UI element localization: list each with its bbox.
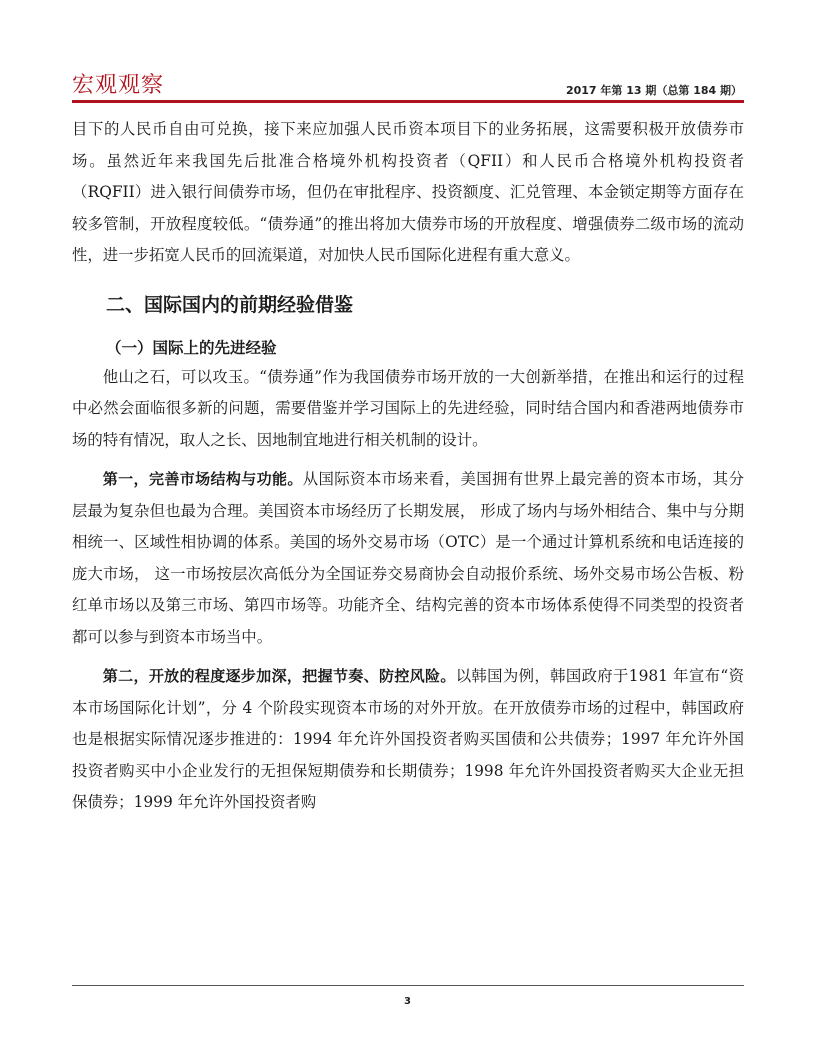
first-point-text: 从国际资本市场来看，美国拥有世界上最完善的资本市场，其分层最为复杂但也最为合理。美国资本市场经历了长期发展， 形成了场内与场外相结合、集中与分期相统一、区域性相协调的体系。美国的场外交易市场（OTC）是一个通过计算机系统和电话连接的庞大市场， 这一市场按层次高低分为全国证券交易商协会自动报价系统、场外交易市场公告板、粉红单市场以及第三市场、第四市场等。功能齐全、结构完善的资本市场体系使得不同类型的投资者都可以参与到资本市场当中。 (72, 470, 744, 646)
paragraph-first-point (72, 464, 744, 653)
second-point-text: 以韩国为例，韩国政府于1981 年宣布“资本市场国际化计划”，分 4 个阶段实现资本市场的对外开放。在开放债券市场的过程中，韩国政府也是根据实际情况逐步推进的：1994 年允许外国投资者购买国债和公共债券；1997 年允许外国投资者购买中小企业发行的无担保短期债券和长期债券；1998 年允许外国投资者购买大企业无担保债券；1999 年允许外国投资者购 (72, 667, 744, 811)
paragraph-intro: 他山之石，可以攻玉。“债券通”作为我国债券市场开放的一大创新举措，在推出和运行的过程中必然会面临很多新的问题，需要借鉴并学习国际上的先进经验，同时结合国内和香港两地债券市场的特有情况，取人之长、因地制宜地进行相关机制的设计。 (72, 367, 744, 449)
page-number: 3 (404, 996, 411, 1007)
section-heading: 二、国际国内的前期经验借鉴 (106, 293, 354, 316)
paragraph-continuation: 目下的人民币自由可兑换，接下来应加强人民币资本项目下的业务拓展，这需要积极开放债券市场。虽然近年来我国先后批准合格境外机构投资者（QFII）和人民币合格境外机构投资者（RQFII）进入银行间债券市场，但仍在审批程序、投资额度、汇兑管理、本金锁定期等方面存在较多管制，开放程度较低。“债券通”的推出将加大债券市场的开放程度、增强债券二级市场的流动性，进一步拓宽人民币的回流渠道，对加快人民币国际化进程有重大意义。 (72, 120, 744, 264)
article-body (72, 114, 744, 819)
page-header (72, 66, 744, 102)
footer-divider (72, 985, 744, 986)
second-point-lead: 第二，开放的程度逐步加深，把握节奏、防控风险。 (102, 667, 456, 685)
issue-info: 2017 年第 13 期（总第 184 期） (565, 84, 742, 97)
first-point-lead: 第一，完善市场结构与功能。 (102, 470, 303, 488)
paragraph-second-point (72, 661, 744, 819)
publication-title: 宏观观察 (72, 73, 165, 98)
header-divider (72, 100, 744, 103)
subsection-heading: （一）国际上的先进经验 (106, 338, 277, 357)
